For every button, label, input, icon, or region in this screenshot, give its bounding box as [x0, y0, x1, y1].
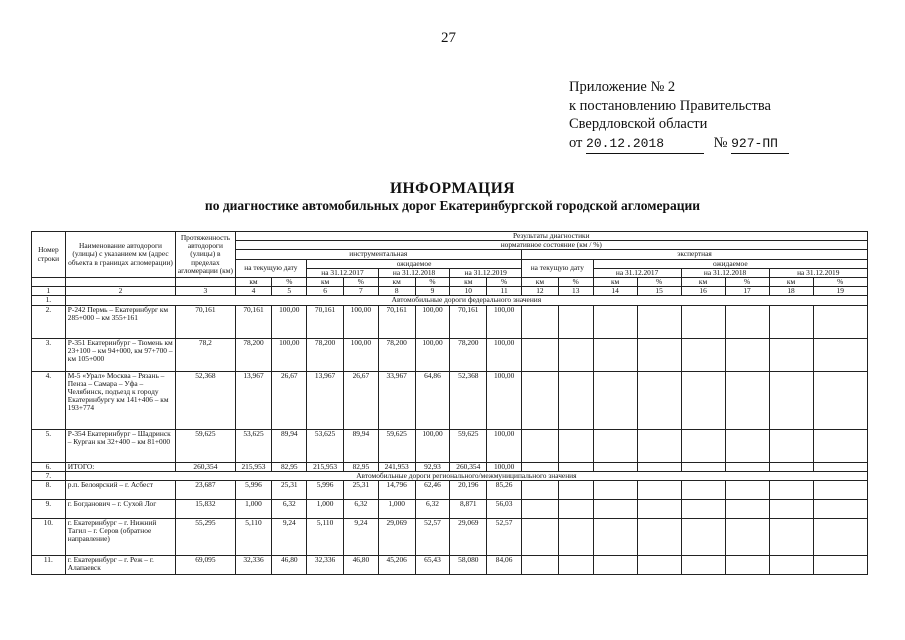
column-number: 3 — [176, 287, 235, 296]
value-cell: 62,46 — [415, 481, 450, 500]
header-instr-current: на текущую дату — [235, 259, 307, 277]
empty-cell — [593, 338, 637, 371]
row-number: 8. — [32, 481, 66, 500]
empty-cell — [769, 500, 813, 519]
section-number: 1. — [32, 296, 66, 305]
empty-cell — [769, 371, 813, 429]
value-cell: 13,967 — [307, 371, 344, 429]
empty-cell — [558, 429, 593, 462]
unit-empty-cell — [176, 278, 235, 287]
appendix-line-2: к постановлению Правительства — [569, 97, 771, 114]
value-cell: 6,32 — [344, 500, 379, 519]
column-number: 6 — [307, 287, 344, 296]
empty-cell — [593, 462, 637, 471]
road-length: 59,625 — [176, 429, 235, 462]
empty-cell — [558, 305, 593, 338]
empty-cell — [725, 371, 769, 429]
empty-cell — [522, 429, 559, 462]
empty-cell — [522, 462, 559, 471]
column-number: 9 — [415, 287, 450, 296]
empty-cell — [522, 338, 559, 371]
value-cell: 92,93 — [415, 462, 450, 471]
empty-cell — [769, 519, 813, 556]
value-cell: 70,161 — [378, 305, 415, 338]
value-cell: 29,069 — [378, 519, 415, 556]
column-number: 5 — [272, 287, 307, 296]
header-exp-expected: ожидаемое — [593, 259, 867, 268]
empty-cell — [681, 462, 725, 471]
empty-cell — [725, 462, 769, 471]
column-number: 18 — [769, 287, 813, 296]
value-cell: 26,67 — [344, 371, 379, 429]
value-cell: 53,625 — [307, 429, 344, 462]
header-instr-2019: на 31.12.2019 — [450, 268, 522, 277]
value-cell: 20,196 — [450, 481, 487, 500]
header-road-name: Наименование автодороги (улицы) с указанием км (адрес объекта в границах агломерации) — [65, 232, 175, 278]
value-cell: 65,43 — [415, 556, 450, 575]
diagnostics-table — [31, 231, 868, 575]
column-number: 4 — [235, 287, 272, 296]
empty-cell — [681, 500, 725, 519]
column-number: 7 — [344, 287, 379, 296]
empty-cell — [769, 338, 813, 371]
value-cell: 100,00 — [415, 429, 450, 462]
empty-cell — [813, 305, 867, 338]
header-length: Протяженность автодороги (улицы) в пределах агломерации (км) — [176, 232, 235, 278]
road-name: ИТОГО: — [65, 462, 175, 471]
empty-cell — [637, 429, 681, 462]
empty-cell — [522, 371, 559, 429]
section-label: Автомобильные дороги регионального/межмуниципального значения — [65, 471, 867, 480]
value-cell: 84,06 — [487, 556, 522, 575]
road-name: г. Богданович – г. Сухой Лог — [65, 500, 175, 519]
unit-pct: % — [813, 278, 867, 287]
value-cell: 33,967 — [378, 371, 415, 429]
road-length: 15,832 — [176, 500, 235, 519]
row-number: 5. — [32, 429, 66, 462]
empty-cell — [725, 481, 769, 500]
empty-cell — [813, 556, 867, 575]
value-cell: 5,996 — [235, 481, 272, 500]
unit-km: км — [681, 278, 725, 287]
row-number: 3. — [32, 338, 66, 371]
empty-cell — [558, 481, 593, 500]
value-cell: 32,336 — [235, 556, 272, 575]
table-row — [32, 371, 868, 429]
section-row — [32, 471, 868, 480]
column-number: 2 — [65, 287, 175, 296]
empty-cell — [681, 519, 725, 556]
empty-cell — [681, 338, 725, 371]
unit-km: км — [378, 278, 415, 287]
road-name: р.п. Белоярский – г. Асбест — [65, 481, 175, 500]
empty-cell — [637, 462, 681, 471]
table-row — [32, 519, 868, 556]
column-number: 17 — [725, 287, 769, 296]
unit-pct: % — [272, 278, 307, 287]
row-number: 2. — [32, 305, 66, 338]
empty-cell — [522, 519, 559, 556]
road-length: 260,354 — [176, 462, 235, 471]
empty-cell — [593, 500, 637, 519]
unit-empty-cell — [65, 278, 175, 287]
unit-pct: % — [558, 278, 593, 287]
value-cell: 89,94 — [272, 429, 307, 462]
value-cell: 89,94 — [344, 429, 379, 462]
table-row — [32, 429, 868, 462]
value-cell: 100,00 — [487, 305, 522, 338]
unit-km: км — [522, 278, 559, 287]
unit-km: км — [235, 278, 272, 287]
empty-cell — [813, 500, 867, 519]
unit-km: км — [593, 278, 637, 287]
table-row — [32, 305, 868, 338]
value-cell: 100,00 — [344, 338, 379, 371]
header-instr-expected: ожидаемое — [307, 259, 522, 268]
column-number: 12 — [522, 287, 559, 296]
value-cell: 6,32 — [272, 500, 307, 519]
header-exp-current: на текущую дату — [522, 259, 594, 277]
empty-cell — [769, 429, 813, 462]
value-cell: 5,110 — [235, 519, 272, 556]
header-row-number: Номер строки — [32, 232, 66, 278]
column-number: 13 — [558, 287, 593, 296]
value-cell: 6,32 — [415, 500, 450, 519]
empty-cell — [725, 429, 769, 462]
value-cell: 14,796 — [378, 481, 415, 500]
value-cell: 9,24 — [344, 519, 379, 556]
column-number: 19 — [813, 287, 867, 296]
appendix-line-1: Приложение № 2 — [569, 79, 676, 95]
empty-cell — [725, 500, 769, 519]
empty-cell — [637, 500, 681, 519]
value-cell: 13,967 — [235, 371, 272, 429]
empty-cell — [725, 556, 769, 575]
table-row — [32, 481, 868, 500]
value-cell: 100,00 — [487, 371, 522, 429]
unit-empty-cell — [32, 278, 66, 287]
road-length: 23,687 — [176, 481, 235, 500]
empty-cell — [558, 556, 593, 575]
empty-cell — [558, 371, 593, 429]
empty-cell — [813, 429, 867, 462]
empty-cell — [769, 462, 813, 471]
value-cell: 85,26 — [487, 481, 522, 500]
empty-cell — [558, 500, 593, 519]
road-name: г. Екатеринбург – г. Реж – г. Алапаевск — [65, 556, 175, 575]
empty-cell — [593, 371, 637, 429]
column-number: 10 — [450, 287, 487, 296]
value-cell: 100,00 — [415, 305, 450, 338]
value-cell: 82,95 — [344, 462, 379, 471]
header-exp-2018: на 31.12.2018 — [681, 268, 769, 277]
value-cell: 260,354 — [450, 462, 487, 471]
value-cell: 1,000 — [378, 500, 415, 519]
value-cell: 241,953 — [378, 462, 415, 471]
appendix-block — [569, 78, 789, 154]
table-row — [32, 338, 868, 371]
road-length: 70,161 — [176, 305, 235, 338]
road-length: 69,095 — [176, 556, 235, 575]
road-name: Р-242 Пермь – Екатеринбург км 285+000 – км 355+161 — [65, 305, 175, 338]
empty-cell — [681, 371, 725, 429]
empty-cell — [593, 481, 637, 500]
column-number: 14 — [593, 287, 637, 296]
empty-cell — [813, 519, 867, 556]
empty-cell — [813, 462, 867, 471]
header-results: Результаты диагностики — [235, 232, 867, 241]
value-cell: 9,24 — [272, 519, 307, 556]
empty-cell — [637, 556, 681, 575]
table-row — [32, 556, 868, 575]
value-cell: 78,200 — [378, 338, 415, 371]
value-cell: 58,080 — [450, 556, 487, 575]
row-number: 10. — [32, 519, 66, 556]
empty-cell — [725, 305, 769, 338]
row-number: 9. — [32, 500, 66, 519]
row-number: 4. — [32, 371, 66, 429]
road-name: Р-351 Екатеринбург – Тюмень км 23+100 – км 94+000, км 97+700 – км 105+000 — [65, 338, 175, 371]
empty-cell — [769, 305, 813, 338]
unit-pct: % — [415, 278, 450, 287]
empty-cell — [593, 305, 637, 338]
empty-cell — [593, 429, 637, 462]
appendix-date-line — [569, 134, 789, 155]
road-name: г. Екатеринбург – г. Нижний Тагил – г. Серов (обратное направление) — [65, 519, 175, 556]
value-cell: 25,31 — [272, 481, 307, 500]
column-number: 1 — [32, 287, 66, 296]
value-cell: 46,80 — [344, 556, 379, 575]
value-cell: 52,368 — [450, 371, 487, 429]
document-subtitle: по диагностике автомобильных дорог Екатеринбургской городской агломерации — [204, 198, 701, 213]
document-title: ИНФОРМАЦИЯ — [390, 180, 515, 197]
header-instr-2017: на 31.12.2017 — [307, 268, 379, 277]
value-cell: 100,00 — [487, 462, 522, 471]
value-cell: 100,00 — [487, 429, 522, 462]
empty-cell — [681, 556, 725, 575]
empty-cell — [637, 481, 681, 500]
value-cell: 8,871 — [450, 500, 487, 519]
empty-cell — [769, 481, 813, 500]
unit-pct: % — [487, 278, 522, 287]
value-cell: 5,996 — [307, 481, 344, 500]
value-cell: 215,953 — [307, 462, 344, 471]
empty-cell — [522, 556, 559, 575]
empty-cell — [558, 519, 593, 556]
road-name: Р-354 Екатеринбург – Шадринск – Курган км 32+400 – км 81+000 — [65, 429, 175, 462]
decree-date: 20.12.2018 — [586, 135, 704, 155]
value-cell: 53,625 — [235, 429, 272, 462]
empty-cell — [681, 305, 725, 338]
unit-pct: % — [344, 278, 379, 287]
value-cell: 59,625 — [450, 429, 487, 462]
value-cell: 25,31 — [344, 481, 379, 500]
value-cell: 5,110 — [307, 519, 344, 556]
value-cell: 70,161 — [235, 305, 272, 338]
value-cell: 100,00 — [272, 338, 307, 371]
road-length: 55,295 — [176, 519, 235, 556]
road-length: 52,368 — [176, 371, 235, 429]
empty-cell — [593, 556, 637, 575]
value-cell: 26,67 — [272, 371, 307, 429]
column-number: 11 — [487, 287, 522, 296]
appendix-line-3: Свердловской области — [569, 116, 708, 133]
header-normative: нормативное состояние (км / %) — [235, 241, 867, 250]
value-cell: 32,336 — [307, 556, 344, 575]
value-cell: 100,00 — [415, 338, 450, 371]
unit-km: км — [307, 278, 344, 287]
column-number: 15 — [637, 287, 681, 296]
page-number: 27 — [441, 30, 456, 46]
value-cell: 45,206 — [378, 556, 415, 575]
value-cell: 100,00 — [344, 305, 379, 338]
empty-cell — [681, 429, 725, 462]
header-exp-2019: на 31.12.2019 — [769, 268, 867, 277]
value-cell: 52,57 — [415, 519, 450, 556]
empty-cell — [558, 462, 593, 471]
value-cell: 1,000 — [235, 500, 272, 519]
value-cell: 78,200 — [307, 338, 344, 371]
header-expert: экспертная — [522, 250, 868, 259]
decree-number: 927-ПП — [731, 135, 789, 155]
row-number: 11. — [32, 556, 66, 575]
empty-cell — [813, 338, 867, 371]
header-exp-2017: на 31.12.2017 — [593, 268, 681, 277]
unit-pct: % — [637, 278, 681, 287]
unit-km: км — [769, 278, 813, 287]
value-cell: 56,03 — [487, 500, 522, 519]
section-label: Автомобильные дороги федерального значения — [65, 296, 867, 305]
value-cell: 59,625 — [378, 429, 415, 462]
empty-cell — [593, 519, 637, 556]
row-number: 6. — [32, 462, 66, 471]
road-name: М-5 «Урал» Москва – Рязань – Пенза – Самара – Уфа – Челябинск, подъезд к городу Екатеринбургу км 141+406 – км 193+774 — [65, 371, 175, 429]
header-instr-2018: на 31.12.2018 — [378, 268, 450, 277]
value-cell: 78,200 — [235, 338, 272, 371]
value-cell: 215,953 — [235, 462, 272, 471]
empty-cell — [558, 338, 593, 371]
empty-cell — [725, 519, 769, 556]
value-cell: 70,161 — [307, 305, 344, 338]
unit-pct: % — [725, 278, 769, 287]
value-cell: 64,86 — [415, 371, 450, 429]
empty-cell — [522, 481, 559, 500]
header-instrumental: инструментальная — [235, 250, 521, 259]
road-length: 78,2 — [176, 338, 235, 371]
empty-cell — [637, 519, 681, 556]
empty-cell — [522, 500, 559, 519]
number-prefix: № — [713, 134, 728, 151]
empty-cell — [637, 371, 681, 429]
value-cell: 100,00 — [272, 305, 307, 338]
table-row — [32, 500, 868, 519]
empty-cell — [637, 305, 681, 338]
value-cell: 1,000 — [307, 500, 344, 519]
empty-cell — [769, 556, 813, 575]
section-number: 7. — [32, 471, 66, 480]
empty-cell — [725, 338, 769, 371]
value-cell: 82,95 — [272, 462, 307, 471]
value-cell: 78,200 — [450, 338, 487, 371]
unit-km: км — [450, 278, 487, 287]
value-cell: 70,161 — [450, 305, 487, 338]
section-row — [32, 296, 868, 305]
column-number: 16 — [681, 287, 725, 296]
value-cell: 52,57 — [487, 519, 522, 556]
empty-cell — [522, 305, 559, 338]
date-prefix: от — [569, 134, 583, 151]
empty-cell — [813, 371, 867, 429]
empty-cell — [681, 481, 725, 500]
column-number: 8 — [378, 287, 415, 296]
value-cell: 29,069 — [450, 519, 487, 556]
value-cell: 46,80 — [272, 556, 307, 575]
value-cell: 100,00 — [487, 338, 522, 371]
table-row — [32, 462, 868, 471]
empty-cell — [813, 481, 867, 500]
empty-cell — [637, 338, 681, 371]
